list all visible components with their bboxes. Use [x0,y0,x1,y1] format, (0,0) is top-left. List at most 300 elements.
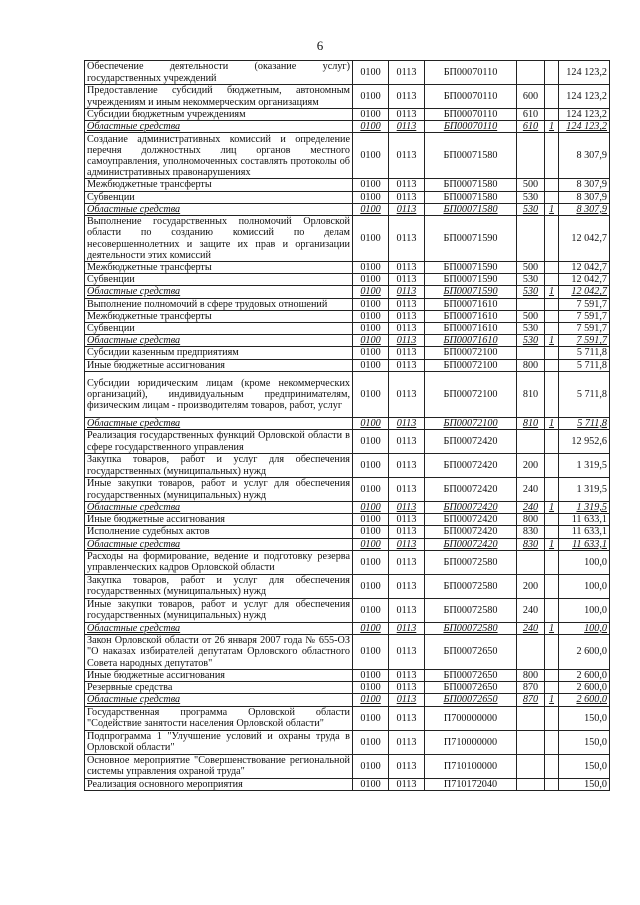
target-article-cell: П710000000 [425,730,517,754]
subsection-code-cell: 0113 [389,430,425,454]
expense-name-cell: Субвенции [85,323,353,335]
expense-name-cell: Субвенции [85,191,353,203]
expense-type-cell: 530 [517,274,545,286]
subsection-code-cell: 0113 [389,670,425,682]
target-article-cell: БП00071610 [425,323,517,335]
funding-source-cell [545,216,559,262]
table-row [85,335,610,347]
table-row [85,550,610,574]
table-row [85,694,610,706]
funding-source-cell [545,778,559,790]
page-number: 6 [316,38,324,53]
section-code-cell: 0100 [353,179,389,191]
table-row [85,216,610,262]
section-code-cell: 0100 [353,682,389,694]
funding-source-cell [545,514,559,526]
amount-cell: 150,0 [559,706,610,730]
subsection-code-cell: 0113 [389,526,425,538]
target-article-cell: БП00070110 [425,109,517,121]
funding-source-cell: 1 [545,121,559,133]
target-article-cell: БП00072420 [425,454,517,478]
amount-cell: 1 319,5 [559,478,610,502]
funding-source-cell [545,359,559,371]
amount-cell: 11 633,1 [559,538,610,550]
funding-source-cell [545,274,559,286]
expense-name-cell: Иные бюджетные ассигнования [85,514,353,526]
subsection-code-cell: 0113 [389,514,425,526]
subsection-code-cell: 0113 [389,706,425,730]
table-row [85,622,610,634]
expense-type-cell: 240 [517,598,545,622]
table-row [85,191,610,203]
section-code-cell: 0100 [353,335,389,347]
expense-name-cell: Выполнение государственных полномочий Орловской области по созданию комиссий по делам несовершеннолетних и защите их прав и организации деятельности этих комиссий [85,216,353,262]
budget-table [84,60,610,791]
table-row [85,262,610,274]
target-article-cell: П710172040 [425,778,517,790]
amount-cell: 8 307,9 [559,203,610,215]
section-code-cell: 0100 [353,310,389,322]
table-row [85,754,610,778]
section-code-cell: 0100 [353,754,389,778]
subsection-code-cell: 0113 [389,298,425,310]
amount-cell: 5 711,8 [559,347,610,359]
expense-type-cell [517,754,545,778]
section-code-cell: 0100 [353,622,389,634]
amount-cell: 12 042,7 [559,262,610,274]
target-article-cell: БП00072420 [425,478,517,502]
subsection-code-cell: 0113 [389,179,425,191]
expense-name-cell: Расходы на формирование, ведение и подготовку резерва управленческих кадров Орловской области [85,550,353,574]
expense-name-cell: Иные бюджетные ассигнования [85,670,353,682]
section-code-cell: 0100 [353,550,389,574]
funding-source-cell [545,347,559,359]
table-row [85,121,610,133]
amount-cell: 7 591,7 [559,298,610,310]
funding-source-cell [545,109,559,121]
section-code-cell: 0100 [353,538,389,550]
subsection-code-cell: 0113 [389,323,425,335]
amount-cell: 12 042,7 [559,274,610,286]
expense-name-cell: Создание административных комиссий и определение перечня должностных лиц органов местного самоуправления, уполномоченных составлять протоколы об административных правонарушениях [85,133,353,179]
funding-source-cell [545,682,559,694]
amount-cell: 100,0 [559,550,610,574]
subsection-code-cell: 0113 [389,454,425,478]
table-row [85,417,610,429]
expense-type-cell: 870 [517,694,545,706]
funding-source-cell [545,574,559,598]
funding-source-cell: 1 [545,203,559,215]
expense-type-cell [517,550,545,574]
expense-name-cell: Реализация основного мероприятия [85,778,353,790]
expense-name-cell: Обеспечение деятельности (оказание услуг) государственных учреждений [85,61,353,85]
expense-name-cell: Иные закупки товаров, работ и услуг для обеспечения государственных (муниципальных) нужд [85,478,353,502]
target-article-cell: БП00072650 [425,694,517,706]
subsection-code-cell: 0113 [389,682,425,694]
subsection-code-cell: 0113 [389,133,425,179]
amount-cell: 11 633,1 [559,514,610,526]
target-article-cell: БП00070110 [425,121,517,133]
table-row [85,85,610,109]
subsection-code-cell: 0113 [389,598,425,622]
target-article-cell: БП00072580 [425,574,517,598]
expense-name-cell: Субсидии бюджетным учреждениям [85,109,353,121]
table-row [85,133,610,179]
target-article-cell: П710100000 [425,754,517,778]
subsection-code-cell: 0113 [389,109,425,121]
funding-source-cell [545,371,559,417]
table-row [85,538,610,550]
expense-name-cell: Реализация государственных функций Орловской области в сфере государственного управления [85,430,353,454]
table-row [85,109,610,121]
expense-name-cell: Областные средства [85,286,353,298]
expense-type-cell [517,61,545,85]
expense-name-cell: Исполнение судебных актов [85,526,353,538]
expense-type-cell: 830 [517,538,545,550]
subsection-code-cell: 0113 [389,417,425,429]
target-article-cell: БП00072100 [425,417,517,429]
subsection-code-cell: 0113 [389,121,425,133]
section-code-cell: 0100 [353,121,389,133]
expense-name-cell: Закупка товаров, работ и услуг для обеспечения государственных (муниципальных) нужд [85,454,353,478]
section-code-cell: 0100 [353,133,389,179]
funding-source-cell [545,133,559,179]
expense-name-cell: Субсидии юридическим лицам (кроме некоммерческих организаций), индивидуальным предпринимателям, физическим лицам - производителям товаров, работ, услуг [85,371,353,417]
amount-cell: 1 319,5 [559,502,610,514]
section-code-cell: 0100 [353,526,389,538]
section-code-cell: 0100 [353,191,389,203]
expense-name-cell: Областные средства [85,203,353,215]
amount-cell: 2 600,0 [559,682,610,694]
expense-type-cell: 530 [517,286,545,298]
expense-type-cell: 240 [517,622,545,634]
funding-source-cell: 1 [545,286,559,298]
funding-source-cell [545,706,559,730]
funding-source-cell [545,323,559,335]
subsection-code-cell: 0113 [389,203,425,215]
table-row [85,454,610,478]
target-article-cell: П700000000 [425,706,517,730]
funding-source-cell [545,478,559,502]
expense-type-cell [517,133,545,179]
funding-source-cell [545,430,559,454]
subsection-code-cell: 0113 [389,371,425,417]
expense-type-cell: 800 [517,670,545,682]
expense-name-cell: Областные средства [85,121,353,133]
target-article-cell: БП00072420 [425,538,517,550]
subsection-code-cell: 0113 [389,216,425,262]
target-article-cell: БП00071590 [425,286,517,298]
table-row [85,61,610,85]
target-article-cell: БП00072100 [425,371,517,417]
expense-type-cell: 240 [517,478,545,502]
target-article-cell: БП00071610 [425,298,517,310]
table-row [85,347,610,359]
funding-source-cell [545,754,559,778]
amount-cell: 124 123,2 [559,109,610,121]
section-code-cell: 0100 [353,778,389,790]
table-row [85,730,610,754]
section-code-cell: 0100 [353,274,389,286]
expense-type-cell: 530 [517,323,545,335]
amount-cell: 12 952,6 [559,430,610,454]
expense-name-cell: Областные средства [85,417,353,429]
section-code-cell: 0100 [353,670,389,682]
table-row [85,286,610,298]
target-article-cell: БП00071590 [425,262,517,274]
table-row [85,179,610,191]
section-code-cell: 0100 [353,359,389,371]
table-row [85,274,610,286]
funding-source-cell [545,550,559,574]
budget-table-body [85,61,610,791]
expense-name-cell: Закупка товаров, работ и услуг для обеспечения государственных (муниципальных) нужд [85,574,353,598]
expense-name-cell: Межбюджетные трансферты [85,179,353,191]
target-article-cell: БП00071590 [425,274,517,286]
section-code-cell: 0100 [353,598,389,622]
section-code-cell: 0100 [353,574,389,598]
amount-cell: 2 600,0 [559,694,610,706]
expense-name-cell: Государственная программа Орловской области "Содействие занятости населения Орловской области" [85,706,353,730]
section-code-cell: 0100 [353,203,389,215]
target-article-cell: БП00072420 [425,430,517,454]
funding-source-cell [545,598,559,622]
amount-cell: 124 123,2 [559,121,610,133]
expense-type-cell [517,706,545,730]
table-row [85,526,610,538]
section-code-cell: 0100 [353,216,389,262]
table-row [85,298,610,310]
expense-type-cell: 870 [517,682,545,694]
table-row [85,670,610,682]
funding-source-cell: 1 [545,335,559,347]
subsection-code-cell: 0113 [389,335,425,347]
table-row [85,478,610,502]
table-row [85,574,610,598]
table-row [85,514,610,526]
target-article-cell: БП00071580 [425,203,517,215]
amount-cell: 124 123,2 [559,61,610,85]
expense-type-cell: 500 [517,179,545,191]
expense-type-cell [517,778,545,790]
target-article-cell: БП00072420 [425,526,517,538]
table-row [85,778,610,790]
funding-source-cell [545,454,559,478]
subsection-code-cell: 0113 [389,286,425,298]
section-code-cell: 0100 [353,454,389,478]
amount-cell: 7 591,7 [559,310,610,322]
funding-source-cell: 1 [545,502,559,514]
expense-name-cell: Основное мероприятие "Совершенствование региональной системы управления охраной труда" [85,754,353,778]
section-code-cell: 0100 [353,730,389,754]
table-row [85,359,610,371]
amount-cell: 100,0 [559,574,610,598]
funding-source-cell [545,635,559,670]
subsection-code-cell: 0113 [389,262,425,274]
subsection-code-cell: 0113 [389,694,425,706]
amount-cell: 2 600,0 [559,635,610,670]
section-code-cell: 0100 [353,430,389,454]
amount-cell: 150,0 [559,730,610,754]
expense-type-cell: 200 [517,454,545,478]
section-code-cell: 0100 [353,109,389,121]
expense-type-cell: 800 [517,359,545,371]
expense-type-cell: 610 [517,109,545,121]
funding-source-cell [545,61,559,85]
subsection-code-cell: 0113 [389,478,425,502]
subsection-code-cell: 0113 [389,61,425,85]
section-code-cell: 0100 [353,371,389,417]
expense-name-cell: Иные закупки товаров, работ и услуг для обеспечения государственных (муниципальных) нужд [85,598,353,622]
target-article-cell: БП00072650 [425,670,517,682]
target-article-cell: БП00072420 [425,502,517,514]
funding-source-cell [545,85,559,109]
funding-source-cell: 1 [545,622,559,634]
amount-cell: 100,0 [559,598,610,622]
subsection-code-cell: 0113 [389,310,425,322]
expense-name-cell: Подпрограмма 1 "Улучшение условий и охраны труда в Орловской области" [85,730,353,754]
expense-type-cell: 610 [517,121,545,133]
funding-source-cell [545,526,559,538]
section-code-cell: 0100 [353,286,389,298]
funding-source-cell [545,262,559,274]
subsection-code-cell: 0113 [389,85,425,109]
table-row [85,371,610,417]
funding-source-cell: 1 [545,538,559,550]
target-article-cell: БП00071610 [425,335,517,347]
funding-source-cell [545,179,559,191]
section-code-cell: 0100 [353,514,389,526]
amount-cell: 1 319,5 [559,454,610,478]
target-article-cell: БП00071590 [425,216,517,262]
expense-type-cell: 530 [517,335,545,347]
expense-name-cell: Резервные средства [85,682,353,694]
expense-type-cell [517,347,545,359]
target-article-cell: БП00072100 [425,347,517,359]
table-row [85,598,610,622]
expense-name-cell: Областные средства [85,502,353,514]
target-article-cell: БП00071580 [425,133,517,179]
expense-name-cell: Областные средства [85,335,353,347]
amount-cell: 150,0 [559,778,610,790]
amount-cell: 5 711,8 [559,371,610,417]
amount-cell: 11 633,1 [559,526,610,538]
expense-name-cell: Закон Орловской области от 26 января 2007 года № 655-ОЗ "О наказах избирателей депутатам Орловского областного Совета народных депутатов" [85,635,353,670]
funding-source-cell: 1 [545,694,559,706]
target-article-cell: БП00072580 [425,622,517,634]
subsection-code-cell: 0113 [389,550,425,574]
target-article-cell: БП00072650 [425,682,517,694]
expense-type-cell: 800 [517,514,545,526]
table-row [85,635,610,670]
expense-type-cell: 600 [517,85,545,109]
expense-type-cell: 530 [517,203,545,215]
amount-cell: 8 307,9 [559,179,610,191]
subsection-code-cell: 0113 [389,502,425,514]
target-article-cell: БП00071610 [425,310,517,322]
expense-type-cell [517,298,545,310]
expense-name-cell: Межбюджетные трансферты [85,262,353,274]
section-code-cell: 0100 [353,262,389,274]
expense-name-cell: Выполнение полномочий в сфере трудовых отношений [85,298,353,310]
target-article-cell: БП00070110 [425,61,517,85]
expense-type-cell: 530 [517,191,545,203]
target-article-cell: БП00071580 [425,179,517,191]
amount-cell: 2 600,0 [559,670,610,682]
target-article-cell: БП00071580 [425,191,517,203]
section-code-cell: 0100 [353,347,389,359]
funding-source-cell: 1 [545,417,559,429]
amount-cell: 12 042,7 [559,216,610,262]
table-row [85,706,610,730]
expense-type-cell: 500 [517,310,545,322]
table-row [85,682,610,694]
target-article-cell: БП00070110 [425,85,517,109]
funding-source-cell [545,310,559,322]
section-code-cell: 0100 [353,478,389,502]
amount-cell: 7 591,7 [559,323,610,335]
target-article-cell: БП00072650 [425,635,517,670]
expense-type-cell [517,430,545,454]
funding-source-cell [545,191,559,203]
subsection-code-cell: 0113 [389,359,425,371]
expense-name-cell: Предоставление субсидий бюджетным, автономным учреждениям и иным некоммерческим организациям [85,85,353,109]
amount-cell: 8 307,9 [559,133,610,179]
target-article-cell: БП00072100 [425,359,517,371]
expense-type-cell: 240 [517,502,545,514]
subsection-code-cell: 0113 [389,274,425,286]
table-row [85,502,610,514]
expense-name-cell: Областные средства [85,622,353,634]
expense-name-cell: Межбюджетные трансферты [85,310,353,322]
section-code-cell: 0100 [353,635,389,670]
section-code-cell: 0100 [353,298,389,310]
expense-name-cell: Иные бюджетные ассигнования [85,359,353,371]
expense-type-cell [517,730,545,754]
expense-name-cell: Субвенции [85,274,353,286]
table-row [85,430,610,454]
section-code-cell: 0100 [353,502,389,514]
amount-cell: 7 591,7 [559,335,610,347]
table-row [85,310,610,322]
funding-source-cell [545,730,559,754]
expense-type-cell: 830 [517,526,545,538]
amount-cell: 12 042,7 [559,286,610,298]
table-row [85,323,610,335]
subsection-code-cell: 0113 [389,778,425,790]
target-article-cell: БП00072580 [425,550,517,574]
section-code-cell: 0100 [353,694,389,706]
subsection-code-cell: 0113 [389,191,425,203]
subsection-code-cell: 0113 [389,754,425,778]
amount-cell: 124 123,2 [559,85,610,109]
amount-cell: 5 711,8 [559,417,610,429]
expense-type-cell: 810 [517,417,545,429]
section-code-cell: 0100 [353,85,389,109]
subsection-code-cell: 0113 [389,622,425,634]
subsection-code-cell: 0113 [389,730,425,754]
amount-cell: 100,0 [559,622,610,634]
section-code-cell: 0100 [353,706,389,730]
expense-type-cell [517,635,545,670]
target-article-cell: БП00072580 [425,598,517,622]
target-article-cell: БП00072420 [425,514,517,526]
expense-type-cell: 500 [517,262,545,274]
expense-name-cell: Областные средства [85,538,353,550]
expense-type-cell [517,216,545,262]
subsection-code-cell: 0113 [389,538,425,550]
funding-source-cell [545,670,559,682]
